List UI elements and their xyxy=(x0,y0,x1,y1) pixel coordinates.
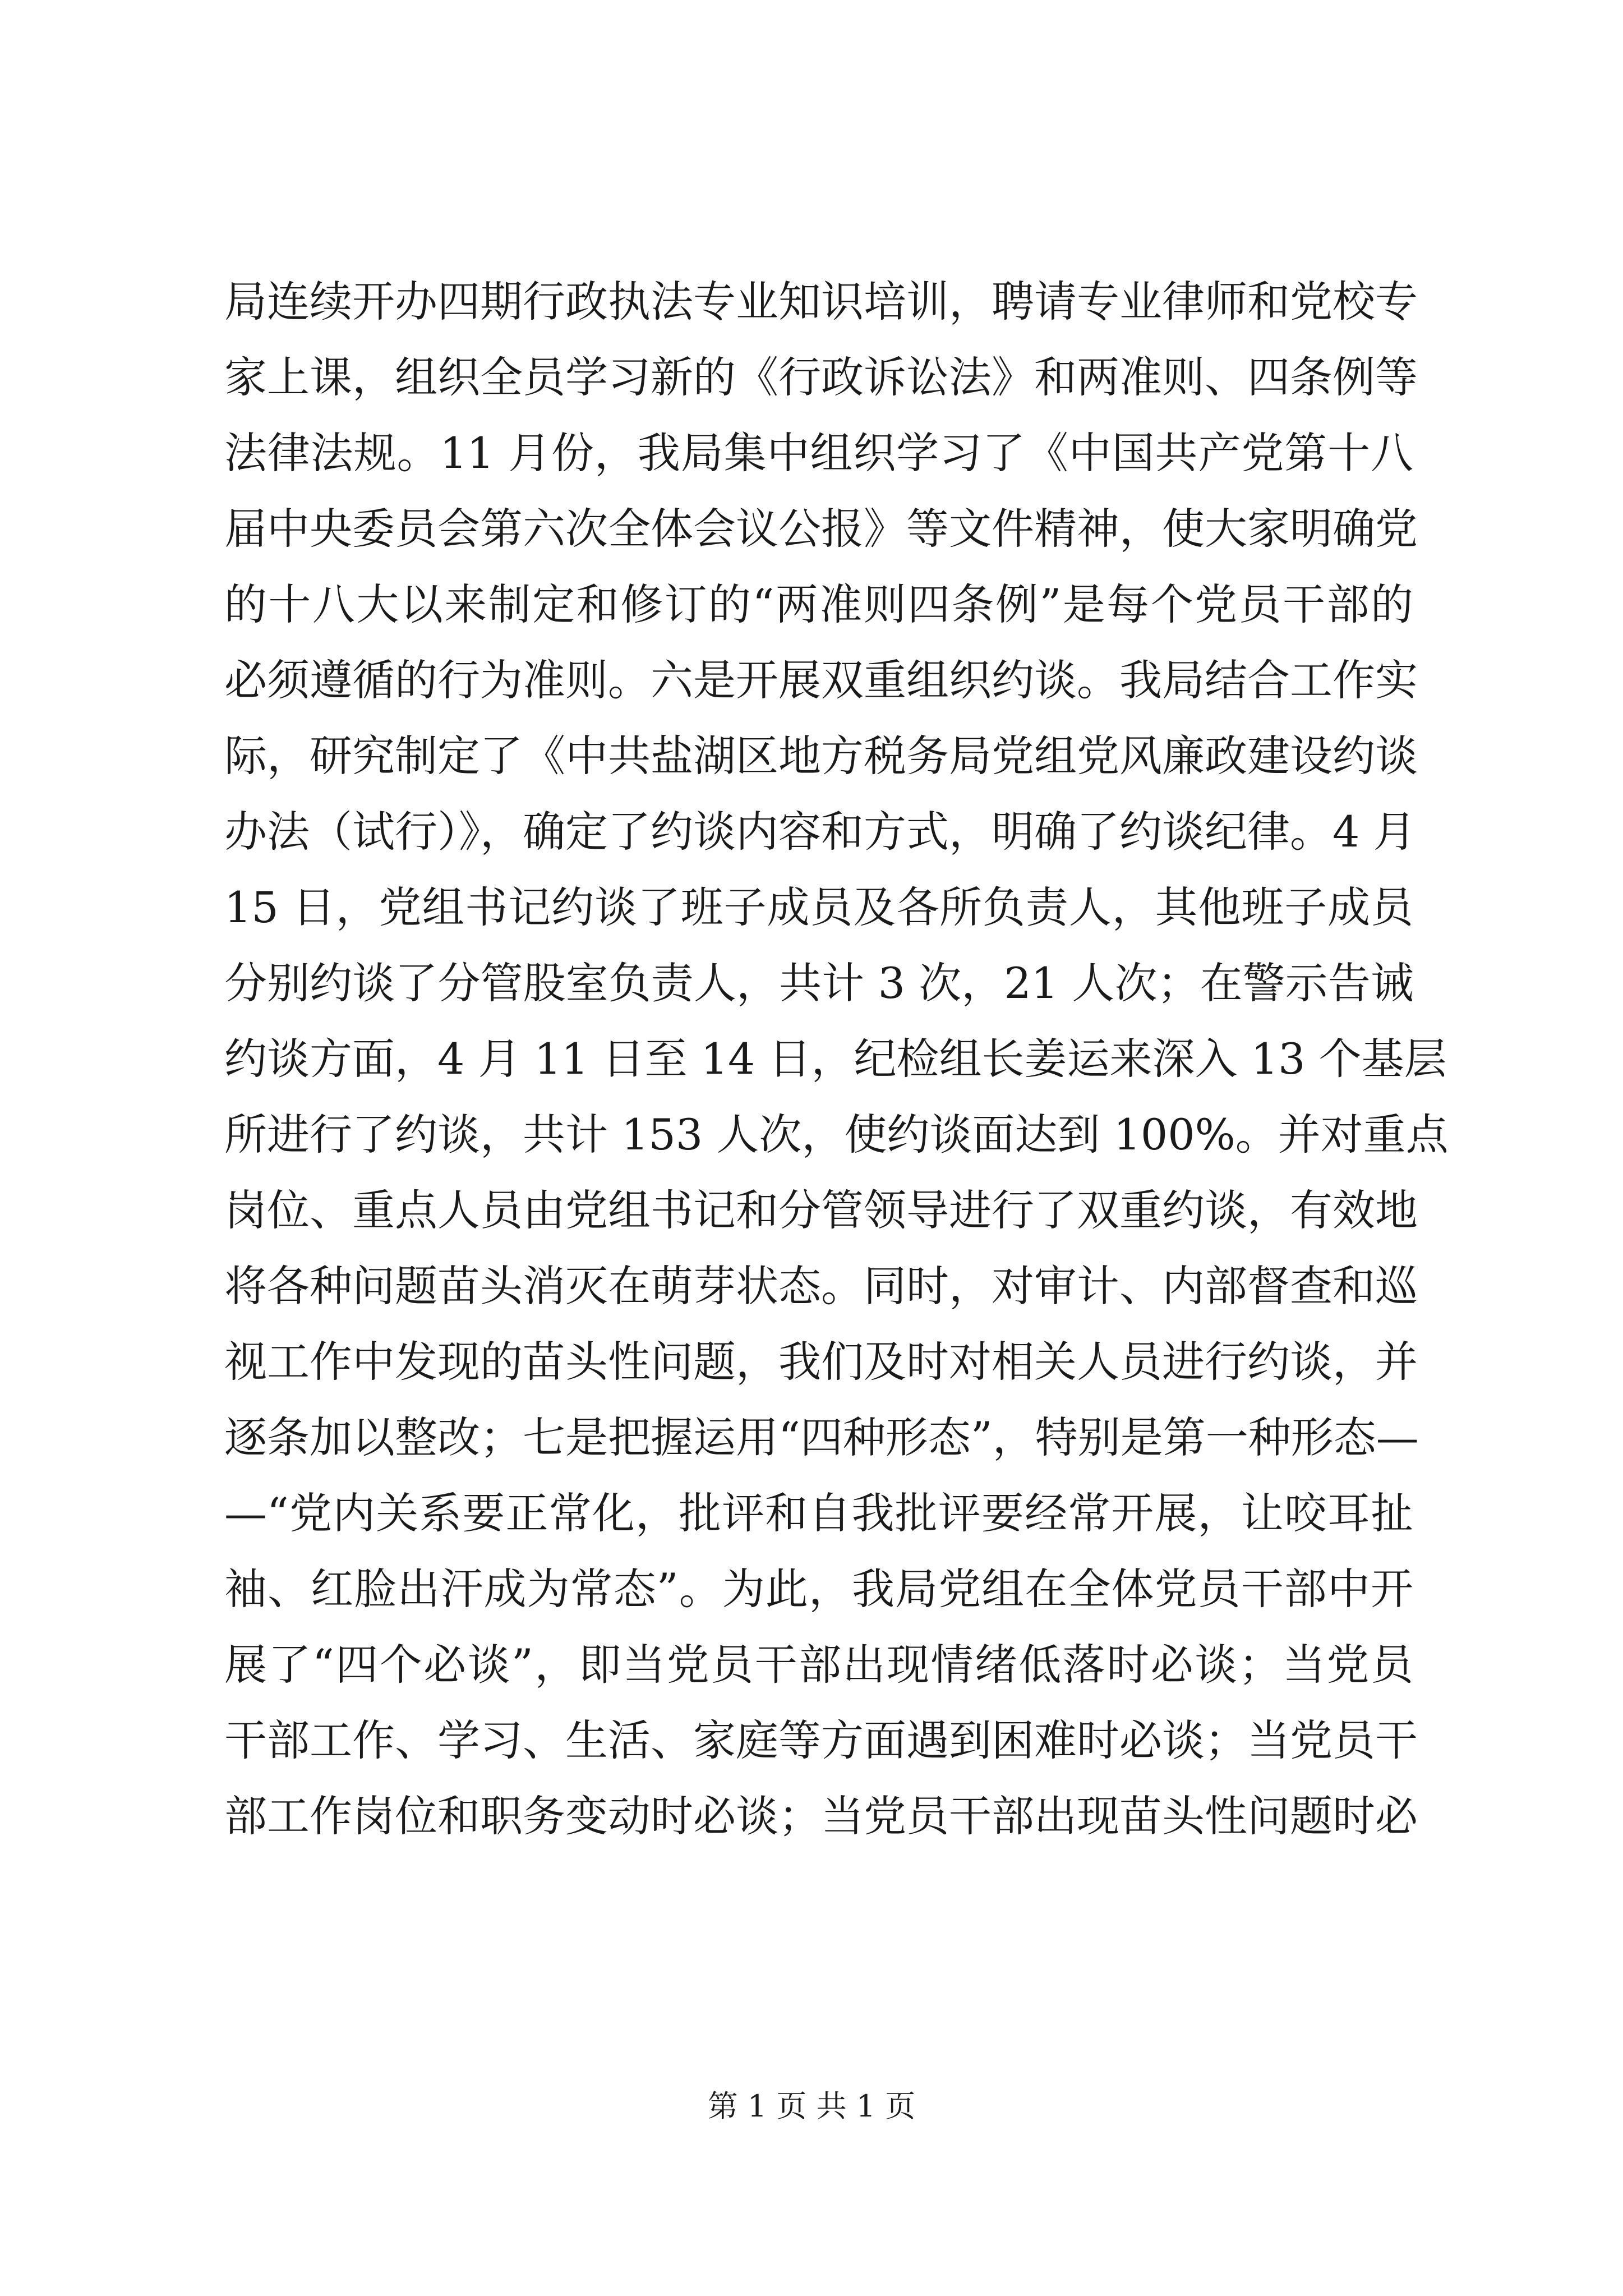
text-line-18: 袖、红脸出汗成为常态”。为此，我局党组在全体党员干部中开 xyxy=(224,1564,1413,1614)
text-line-21: 部工作岗位和职务变动时必谈；当党员干部出现苗头性问题时必 xyxy=(224,1791,1418,1841)
text-line-10: 分别约谈了分管股室负责人，共计 3 次，21 人次；在警示告诫 xyxy=(224,958,1413,1008)
text-line-20: 干部工作、学习、生活、家庭等方面遇到困难时必谈；当党员干 xyxy=(224,1715,1418,1765)
text-line-11: 约谈方面，4 月 11 日至 14 日，纪检组长姜运来深入 13 个基层 xyxy=(224,1034,1447,1084)
text-line-9: 15 日，党组书记约谈了班子成员及各所负责人，其他班子成员 xyxy=(224,882,1413,932)
text-line-16: 逐条加以整改；七是把握运用“四种形态”，特别是第一种形态— xyxy=(224,1412,1419,1462)
text-line-19: 展了“四个必谈”，即当党员干部出现情绪低落时必谈；当党员 xyxy=(224,1640,1413,1690)
text-line-2: 家上课，组织全员学习新的《行政诉讼法》和两准则、四条例等 xyxy=(224,352,1418,402)
text-line-5: 的十八大以来制定和修订的“两准则四条例”是每个党员干部的 xyxy=(224,579,1413,629)
text-line-8: 办法（试行）》，确定了约谈内容和方式，明确了约谈纪律。4 月 xyxy=(224,807,1416,857)
body-paragraph xyxy=(224,264,1449,1854)
text-line-7: 际，研究制定了《中共盐湖区地方税务局党组党风廉政建设约谈 xyxy=(224,731,1418,781)
page-footer xyxy=(0,2087,1623,2126)
text-line-14: 将各种问题苗头消灭在萌芽状态。同时，对审计、内部督查和巡 xyxy=(224,1261,1418,1311)
text-line-17: —“党内关系要正常化，批评和自我批评要经常开展，让咬耳扯 xyxy=(224,1488,1413,1538)
text-line-4: 届中央委员会第六次全体会议公报》等文件精神，使大家明确党 xyxy=(224,504,1418,554)
text-line-13: 岗位、重点人员由党组书记和分管领导进行了双重约谈，有效地 xyxy=(224,1185,1418,1235)
text-line-15: 视工作中发现的苗头性问题，我们及时对相关人员进行约谈，并 xyxy=(224,1337,1418,1387)
page-number-label: 第 1 页 共 1 页 xyxy=(707,2088,916,2124)
text-line-1: 局连续开办四期行政执法专业知识培训，聘请专业律师和党校专 xyxy=(224,277,1418,326)
text-line-12: 所进行了约谈，共计 153 人次，使约谈面达到 100%。并对重点 xyxy=(224,1110,1449,1159)
text-line-3: 法律法规。11 月份，我局集中组织学习了《中国共产党第十八 xyxy=(224,428,1413,478)
text-line-6: 必须遵循的行为准则。六是开展双重组织约谈。我局结合工作实 xyxy=(224,655,1418,705)
